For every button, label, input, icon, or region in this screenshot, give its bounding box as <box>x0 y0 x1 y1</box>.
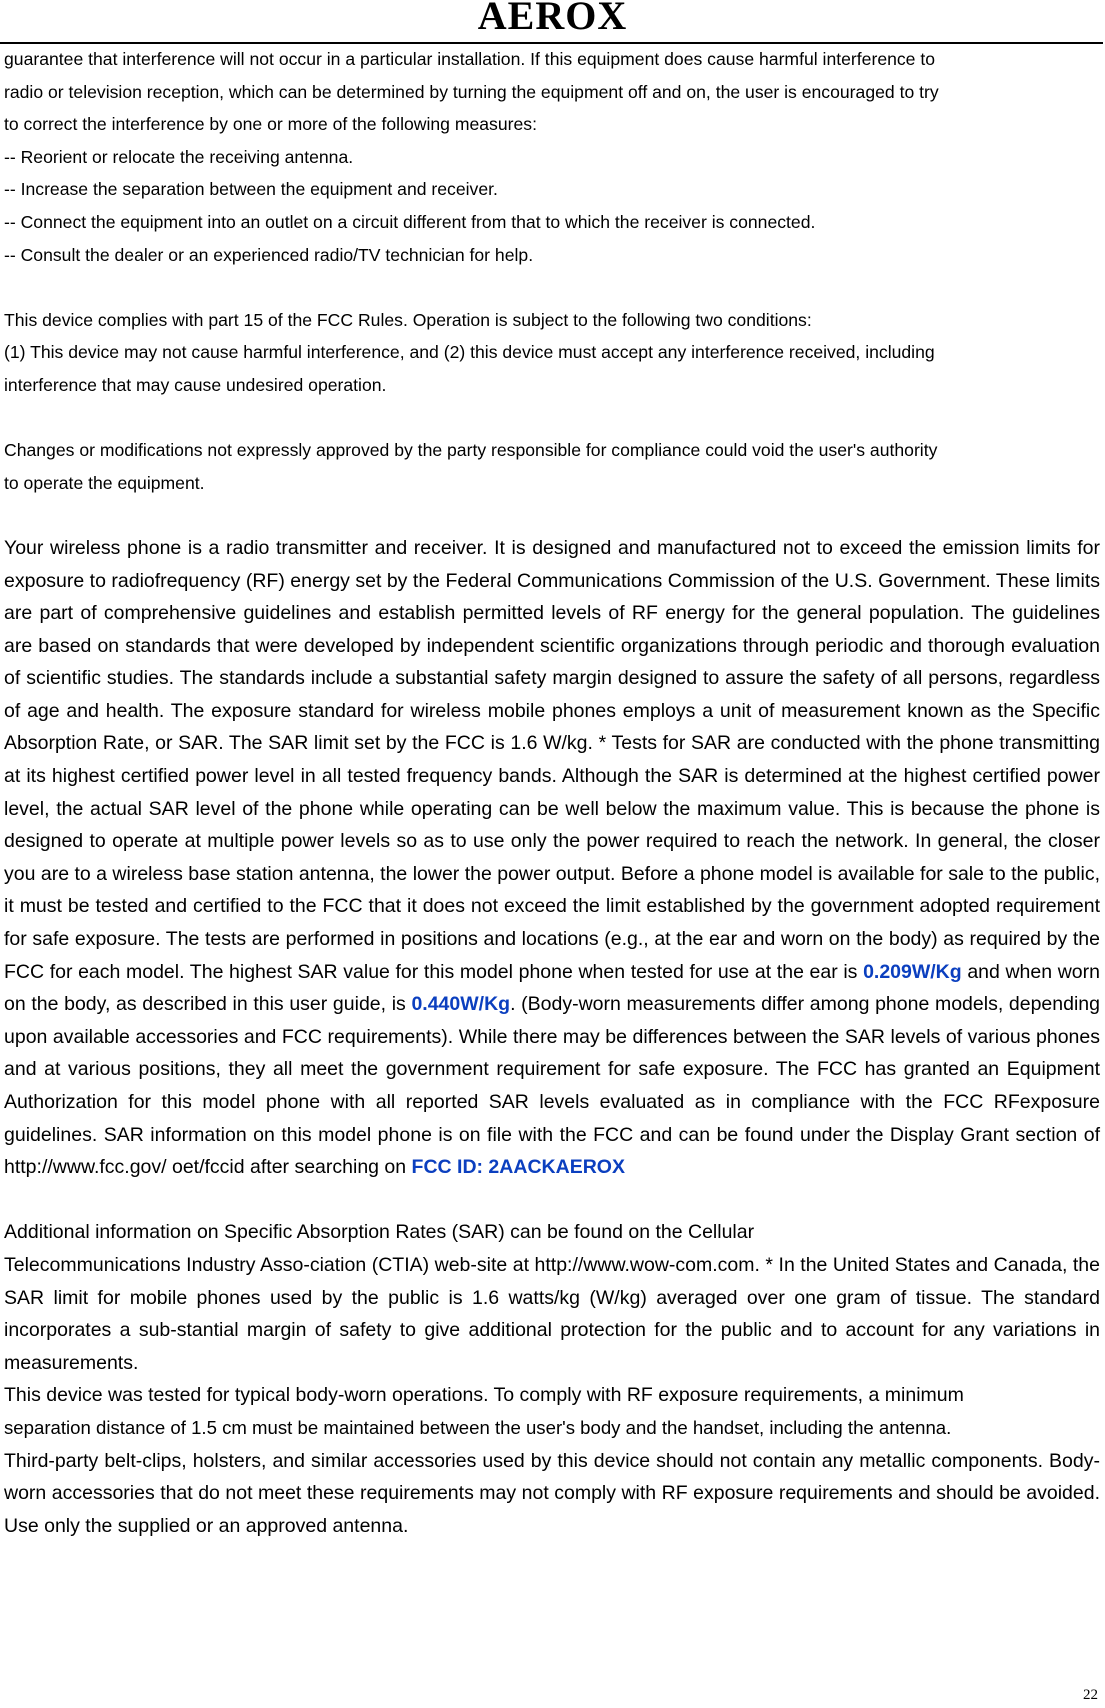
body-worn-line: This device was tested for typical body-worn operations. To comply with RF exposure requirements, a minimum <box>4 1384 964 1407</box>
measure-item: -- Connect the equipment into an outlet on a circuit different from that to which the receiver is connected. <box>4 211 816 232</box>
sar-ear-value: 0.209W/Kg <box>863 960 962 983</box>
measure-item: -- Increase the separation between the equipment and receiver. <box>4 179 498 200</box>
intro-line: radio or television reception, which can be determined by turning the equipment off and on, the user is encouraged to try <box>4 81 939 102</box>
sar-text: . (Body-worn measurements differ among phone models, depending upon available accessories and FCC requirements). While there may be differences between the SAR levels of various phones and at various positions, they all meet the government requirement for safe exposure. The FCC has granted an Equipment Authorization for this model phone with all reported SAR levels evaluated as in compliance with the FCC RFexposure guidelines. SAR information on this model phone is on file with the FCC and can be found under the Display Grant section of http://www.fcc.gov/ oet/fccid after searching on <box>4 993 1100 1179</box>
spacer <box>4 499 1100 532</box>
spacer <box>4 1184 1100 1217</box>
fcc-id: FCC ID: 2AACKAEROX <box>411 1156 625 1179</box>
changes-line: to operate the equipment. <box>4 472 205 493</box>
changes-section <box>4 434 1100 499</box>
fcc-line: This device complies with part 15 of the FCC Rules. Operation is subject to the following two conditions: <box>4 309 812 330</box>
sar-paragraph <box>4 532 1100 1184</box>
spacer <box>4 271 1100 304</box>
additional-paragraph: Telecommunications Industry Asso-ciation (CTIA) web-site at http://www.wow-com.com. * In the United States and Canada, the SAR limit for mobile phones used by the public is 1.6 watts/kg (W/kg) averaged over one gram of tissue. The standard incorporates a sub-stantial margin of safety to give additional protection for the public and to account for any variations in measurements. <box>4 1253 1100 1374</box>
fcc-line: (1) This device may not cause harmful interference, and (2) this device must accept any interference received, including <box>4 342 935 363</box>
measure-item: -- Reorient or relocate the receiving antenna. <box>4 146 354 167</box>
body-worn-line: separation distance of 1.5 cm must be maintained between the user's body and the handset, including the antenna. <box>4 1416 952 1438</box>
body-worn-paragraph: Third-party belt-clips, holsters, and similar accessories used by this device should not contain any metallic components. Body-worn accessories that do not meet these requirements may not comply with RF exposure requirements and should be avoided. Use only the supplied or an approved antenna. <box>4 1449 1100 1537</box>
fcc-compliance-section <box>4 304 1100 402</box>
intro-line: to correct the interference by one or more of the following measures: <box>4 114 537 135</box>
measure-item: -- Consult the dealer or an experienced radio/TV technician for help. <box>4 244 534 265</box>
body-worn-section <box>4 1379 1100 1542</box>
interference-section <box>4 43 1100 271</box>
changes-line: Changes or modifications not expressly approved by the party responsible for compliance could void the user's authority <box>4 440 938 461</box>
sar-text: Your wireless phone is a radio transmitter and receiver. It is designed and manufactured not to exceed the emission limits for exposure to radiofrequency (RF) energy set by the Federal Communications Commission of the U.S. Government. These limits are part of comprehensive guidelines and establish permitted levels of RF energy for the general population. The guidelines are based on standards that were developed by independent scientific organizations through periodic and thorough evaluation of scientific studies. The standards include a substantial safety margin designed to assure the safety of all persons, regardless of age and health. The exposure standard for wireless mobile phones employs a unit of measurement known as the Specific Absorption Rate, or SAR. The SAR limit set by the FCC is 1.6 W/kg. * Tests for SAR are conducted with the phone transmitting at its highest certified power level in all tested frequency bands. Although the SAR is determined at the highest certified power level, the actual SAR level of the phone while operating can be well below the maximum value. This is because the phone is designed to operate at multiple power levels so as to use only the power required to reach the network. In general, the closer you are to a wireless base station antenna, the lower the power output. Before a phone model is available for sale to the public, it must be tested and certified to the FCC that it does not exceed the limit established by the government adopted requirement for safe exposure. The tests are performed in positions and locations (e.g., at the ear and worn on the body) as required by the FCC for each model. The highest SAR value for this model phone when tested for use at the ear is <box>4 536 1100 983</box>
sar-body-value: 0.440W/Kg <box>411 993 511 1016</box>
additional-line: Additional information on Specific Absorption Rates (SAR) can be found on the Cellular <box>4 1221 755 1244</box>
page-title: AEROX <box>477 0 628 38</box>
additional-info-section <box>4 1216 1100 1379</box>
intro-line: guarantee that interference will not occur in a particular installation. If this equipment does cause harmful interference to <box>4 49 936 69</box>
fcc-line: interference that may cause undesired operation. <box>4 374 387 395</box>
sar-text: and when worn on the body, as described in this user guide, is <box>4 960 1100 1016</box>
spacer <box>4 402 1100 435</box>
document-body <box>4 43 1100 1542</box>
page-number: 22 <box>1083 1687 1098 1703</box>
